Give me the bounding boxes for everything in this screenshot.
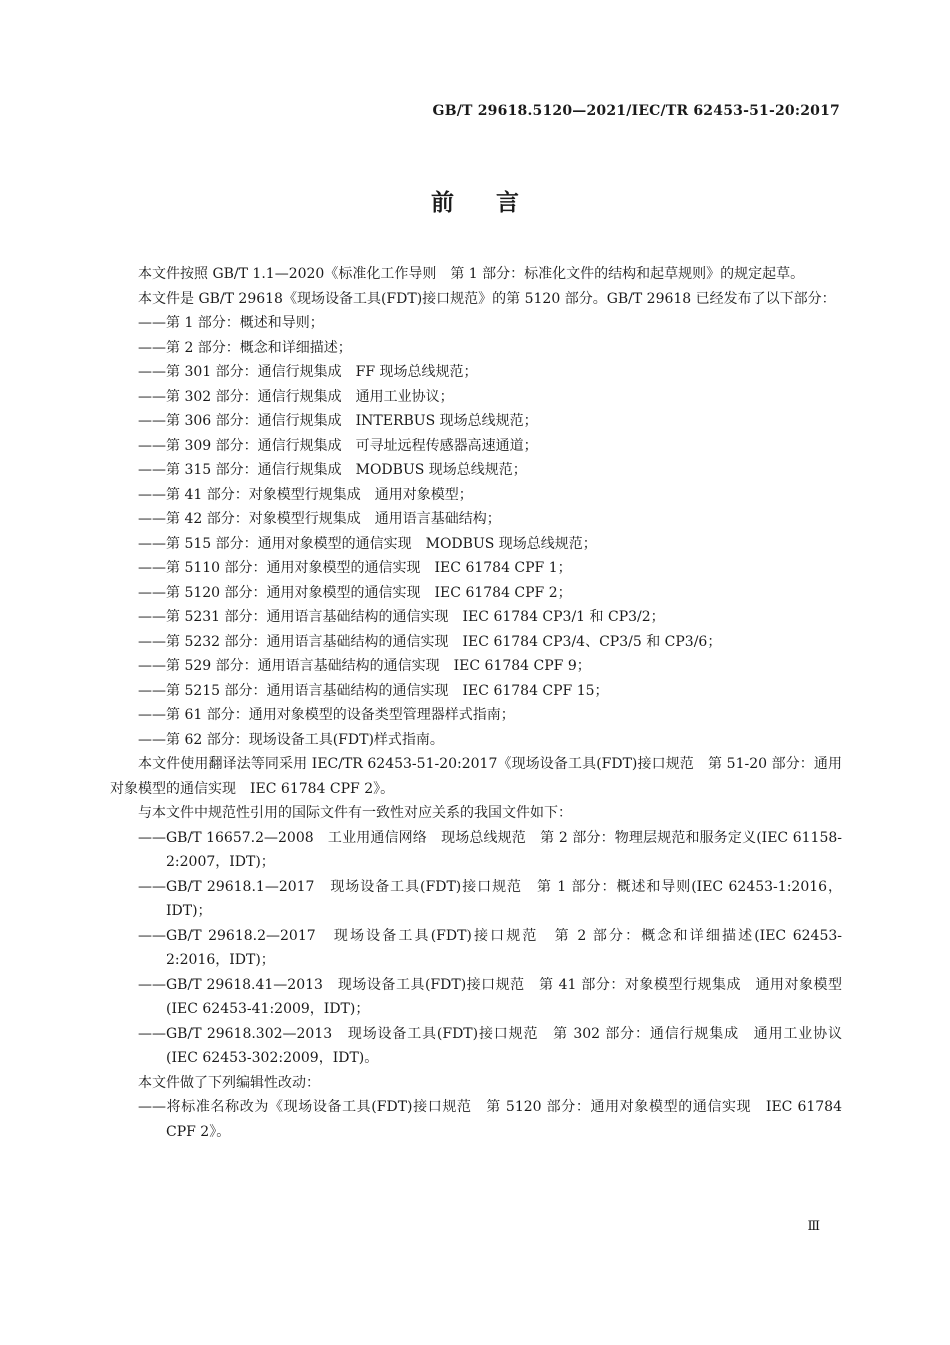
list-item: ——第 5215 部分：通用语言基础结构的通信实现 IEC 61784 CPF 15； [138,682,609,699]
list-item: ——第 515 部分：通用对象模型的通信实现 MODBUS 现场总线规范； [138,535,597,552]
list-item: ——第 306 部分：通信行规集成 INTERBUS 现场总线规范； [138,413,538,429]
document-body [110,262,842,1144]
list-item: ——GB/T 29618.302—2013 现场设备工具(FDT)接口规范 第 302 部分：通信行规集成 通用工业协议(IEC 62453-302:2009，IDT)。 [138,1025,842,1066]
paragraph-references-intro: 与本文件中规范性引用的国际文件有一致性对应关系的我国文件如下： [138,805,572,821]
list-item: ——第 1 部分：概述和导则； [138,315,324,331]
list-item: ——第 315 部分：通信行规集成 MODBUS 现场总线规范； [138,462,527,478]
list-item: ——第 2 部分：概念和详细描述； [138,339,352,356]
list-item: ——第 62 部分：现场设备工具(FDT)样式指南。 [138,731,444,748]
parts-list [110,311,842,752]
list-item: ——第 529 部分：通用语言基础结构的通信实现 IEC 61784 CPF 9； [138,658,591,674]
paragraph-adoption: 本文件使用翻译法等同采用 IEC/TR 62453-51-20:2017《现场设备工具(FDT)接口规范 第 51-20 部分：通用对象模型的通信实现 IEC 61784 CPF 2》。 [110,756,842,797]
list-item: ——GB/T 29618.2—2017 现场设备工具(FDT)接口规范 第 2 部分：概念和详细描述(IEC 62453-2:2016，IDT)； [138,927,842,968]
list-item: ——第 5231 部分：通用语言基础结构的通信实现 IEC 61784 CP3/1 和 CP3/2； [138,609,665,625]
paragraph-edits-intro: 本文件做了下列编辑性改动： [138,1074,320,1091]
page-number: Ⅲ [807,1219,820,1234]
standard-number-header: GB/T 29618.5120—2021/IEC/TR 62453-51-20:2017 [432,103,840,119]
page-title: 前言 [431,189,561,216]
list-item: ——第 42 部分：对象模型行规集成 通用语言基础结构； [138,511,501,527]
list-item: ——第 41 部分：对象模型行规集成 通用对象模型； [138,486,473,503]
list-item: ——第 5232 部分：通用语言基础结构的通信实现 IEC 61784 CP3/4、CP3/5 和 CP3/6； [138,633,722,650]
paragraph-series-intro: 本文件是 GB/T 29618《现场设备工具(FDT)接口规范》的第 5120 部分。GB/T 29618 已经发布了以下部分： [138,290,836,307]
list-item: ——第 309 部分：通信行规集成 可寻址远程传感器高速通道； [138,437,538,454]
list-item: ——GB/T 29618.41—2013 现场设备工具(FDT)接口规范 第 41 部分：对象模型行规集成 通用对象模型(IEC 62453-41:2009，IDT)； [138,976,842,1017]
list-item: ——第 5110 部分：通用对象模型的通信实现 IEC 61784 CPF 1； [138,560,572,576]
list-item: ——GB/T 29618.1—2017 现场设备工具(FDT)接口规范 第 1 部分：概述和导则(IEC 62453-1:2016，IDT)； [138,878,842,919]
list-item: ——第 301 部分：通信行规集成 FF 现场总线规范； [138,364,478,380]
list-item: ——第 61 部分：通用对象模型的设备类型管理器样式指南； [138,707,515,723]
list-item: ——第 302 部分：通信行规集成 通用工业协议； [138,388,454,405]
paragraph-drafting-rules: 本文件按照 GB/T 1.1—2020《标准化工作导则 第 1 部分：标准化文件的结构和起草规则》的规定起草。 [138,266,805,282]
list-item: ——GB/T 16657.2—2008 工业用通信网络 现场总线规范 第 2 部分：物理层规范和服务定义(IEC 61158-2:2007，IDT)； [138,829,842,870]
list-item: ——将标准名称改为《现场设备工具(FDT)接口规范 第 5120 部分：通用对象模型的通信实现 IEC 61784 CPF 2》。 [138,1099,842,1140]
list-item: ——第 5120 部分：通用对象模型的通信实现 IEC 61784 CPF 2； [138,584,572,601]
edits-list [110,1095,842,1144]
references-list [110,826,842,1071]
